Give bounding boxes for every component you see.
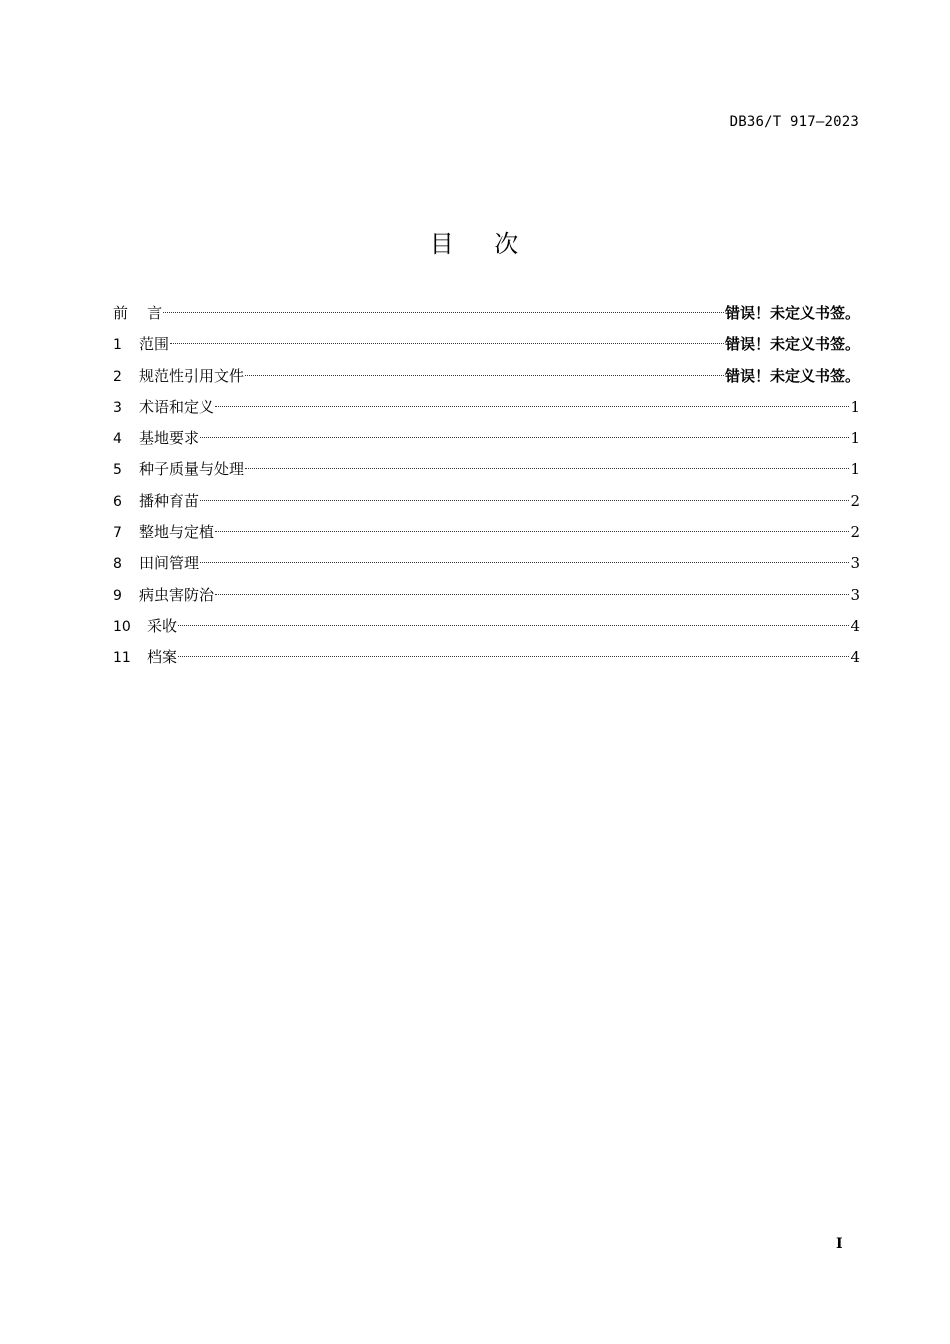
dot-leader <box>215 406 849 407</box>
toc-entry-harvest[interactable] <box>113 611 860 642</box>
toc-entry-number: 6 <box>113 493 122 510</box>
toc-title: 目 次 <box>429 230 521 258</box>
toc-entry-number: 8 <box>113 556 122 573</box>
toc-entry-page: 1 <box>850 460 860 479</box>
toc-entry-number: 11 <box>113 650 131 667</box>
toc-entry-page: 3 <box>850 554 860 573</box>
dot-leader <box>200 500 849 501</box>
dot-leader <box>170 343 724 344</box>
dot-leader <box>178 656 849 657</box>
dot-leader <box>163 312 724 313</box>
toc-entry-page: 错误！未定义书签。 <box>724 366 860 385</box>
toc-entry-scope[interactable] <box>113 329 860 360</box>
toc-entry-label: 田间管理 <box>139 554 200 573</box>
toc-entry-page: 错误！未定义书签。 <box>724 304 860 322</box>
toc-entry-label: 种子质量与处理 <box>139 460 245 479</box>
dot-leader <box>200 562 849 563</box>
toc-entry-label: 术语和定义 <box>139 397 215 416</box>
toc-entry-label: 前 言 <box>113 304 163 322</box>
table-of-contents <box>113 298 860 674</box>
dot-leader <box>200 437 849 438</box>
toc-entry-label: 整地与定植 <box>139 523 215 542</box>
toc-entry-page: 4 <box>850 648 860 667</box>
toc-entry-pest-control[interactable] <box>113 580 860 611</box>
toc-entry-number: 2 <box>113 368 122 385</box>
toc-entry-number: 1 <box>113 337 122 354</box>
toc-entry-planting[interactable] <box>113 517 860 548</box>
toc-entry-label: 播种育苗 <box>139 491 200 510</box>
toc-entry-normative-references[interactable] <box>113 361 860 392</box>
dot-leader <box>215 531 849 532</box>
toc-entry-page: 错误！未定义书签。 <box>724 335 860 354</box>
toc-entry-label: 规范性引用文件 <box>139 366 245 385</box>
toc-entry-page: 3 <box>850 585 860 604</box>
toc-entry-number: 9 <box>113 587 122 604</box>
toc-entry-page: 4 <box>850 616 860 635</box>
toc-entry-label: 采收 <box>147 616 178 635</box>
dot-leader <box>178 625 849 626</box>
toc-entry-label: 范围 <box>139 335 170 354</box>
toc-entry-number: 7 <box>113 525 122 542</box>
toc-entry-number: 5 <box>113 462 122 479</box>
dot-leader <box>245 468 849 469</box>
toc-entry-seed-quality[interactable] <box>113 454 860 485</box>
page-number: I <box>836 1236 843 1252</box>
toc-entry-label: 基地要求 <box>139 429 200 448</box>
toc-entry-base-requirements[interactable] <box>113 423 860 454</box>
toc-entry-number: 10 <box>113 618 131 635</box>
toc-entry-label: 档案 <box>147 648 178 667</box>
dot-leader <box>215 594 849 595</box>
toc-entry-label: 病虫害防治 <box>139 585 215 604</box>
dot-leader <box>245 375 724 376</box>
toc-entry-page: 1 <box>850 397 860 416</box>
toc-entry-preface[interactable] <box>113 298 860 329</box>
toc-entry-field-management[interactable] <box>113 548 860 579</box>
toc-entry-number: 4 <box>113 431 122 448</box>
toc-entry-number: 3 <box>113 399 122 416</box>
toc-entry-page: 2 <box>850 491 860 510</box>
toc-entry-sowing[interactable] <box>113 486 860 517</box>
toc-entry-records[interactable] <box>113 642 860 673</box>
toc-entry-page: 2 <box>850 523 860 542</box>
toc-entry-terms[interactable] <box>113 392 860 423</box>
toc-entry-page: 1 <box>850 429 860 448</box>
document-code: DB36/T 917—2023 <box>729 114 859 130</box>
